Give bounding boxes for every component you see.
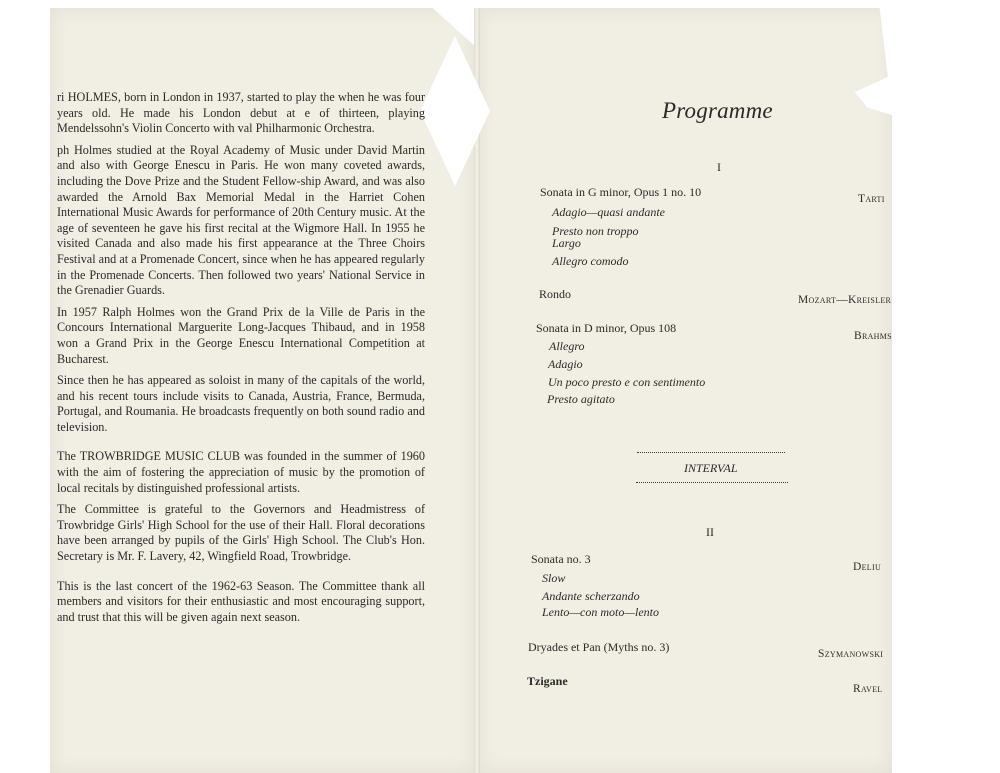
composer: Tarti [858, 193, 885, 205]
programme-item: Sonata in G minor, Opus 1 no. 10 [540, 185, 702, 199]
bio-paragraph: In 1957 Ralph Holmes won the Grand Prix de la Ville de Paris in the Concours International Marguerite Long-Jacques Thibaud, and in 1958 won a Grand Prix in the George Enescu International Competition at Bucharest. [57, 304, 425, 366]
composer: Ravel [853, 683, 883, 695]
movement: Adagio [548, 357, 583, 371]
movement: Presto agitato [547, 392, 615, 406]
interval-rule-top [637, 452, 785, 453]
season-paragraph: This is the last concert of the 1962-63 Season. The Committee thank all members and visitors for their enthusiastic and most encouraging support, and trust that this will be given again next season. [57, 578, 425, 624]
movement: Lento—con moto—lento [542, 605, 659, 619]
bio-paragraph: Since then he has appeared as soloist in many of the capitals of the world, and his recent tours include visits to Canada, Austria, France, Bermuda, Portugal, and Roumania. He broadcasts frequently on both sound radio and television. [57, 373, 425, 434]
programme-title: Programme [662, 98, 773, 123]
composer: Szymanowski [818, 648, 884, 660]
movement: Largo [552, 236, 581, 250]
movement: Andante scherzando [542, 589, 640, 603]
composer: Mozart—Kreisler [798, 294, 892, 306]
biography-text [57, 90, 425, 631]
movement: Adagio—quasi andante [552, 205, 665, 219]
programme-item: Sonata no. 3 [531, 552, 591, 566]
composer: Brahms [854, 330, 892, 342]
section-heading-1: I [717, 160, 721, 174]
programme-item: Sonata in D minor, Opus 108 [536, 321, 677, 335]
programme-item: Dryades et Pan (Myths no. 3) [528, 640, 670, 654]
committee-paragraph: The Committee is grateful to the Governors and Headmistress of Trowbridge Girls' High School for the use of their Hall. Floral decorations have been arranged by pupils of the Girls' High School. The Club's Hon. Secretary is Mr. F. Lavery, 42, Wingfield Road, Trowbridge. [57, 502, 425, 564]
section-heading-2: II [706, 525, 714, 539]
bio-paragraph: ri HOLMES, born in London in 1937, started to play the when he was four years old. He made his London debut at e of thirteen, playing Mendelssohn's Violin Concerto with val Philharmonic Orchestra. [57, 90, 425, 136]
movement: Presto non troppo [552, 224, 639, 238]
interval-rule-bottom [636, 482, 788, 483]
club-paragraph: The TROWBRIDGE MUSIC CLUB was founded in the summer of 1960 with the aim of fostering the appreciation of music by the promotion of local recitals by distinguished professional artists. [57, 449, 425, 495]
movement: Allegro [549, 339, 585, 353]
programme-item: Tzigane [527, 674, 568, 688]
interval-label: INTERVAL [684, 461, 738, 475]
bio-paragraph: ph Holmes studied at the Royal Academy of Music under David Martin and also with George Enescu in Paris. He won many coveted awards, including the Dove Prize and the Student Fellow-ship Award, and was also awarded the Arnold Bax Memorial Medal in the Harriet Cohen International Music Awards for performance of 20th Century music. At the age of seventeen he gave his first recital at the Wigmore Hall. In 1955 he visited Canada and also made his first appearance at the Three Choirs Festival and at a Promenade Concert, since when he has appeared regularly in the Promenade Concerts. Then followed two years' National Service in the Grenadier Guards. [57, 142, 425, 298]
movement: Allegro comodo [552, 254, 629, 268]
programme-item: Rondo [539, 287, 572, 301]
movement: Slow [542, 571, 566, 585]
movement: Un poco presto e con sentimento [548, 375, 706, 389]
composer: Deliu [853, 561, 882, 573]
